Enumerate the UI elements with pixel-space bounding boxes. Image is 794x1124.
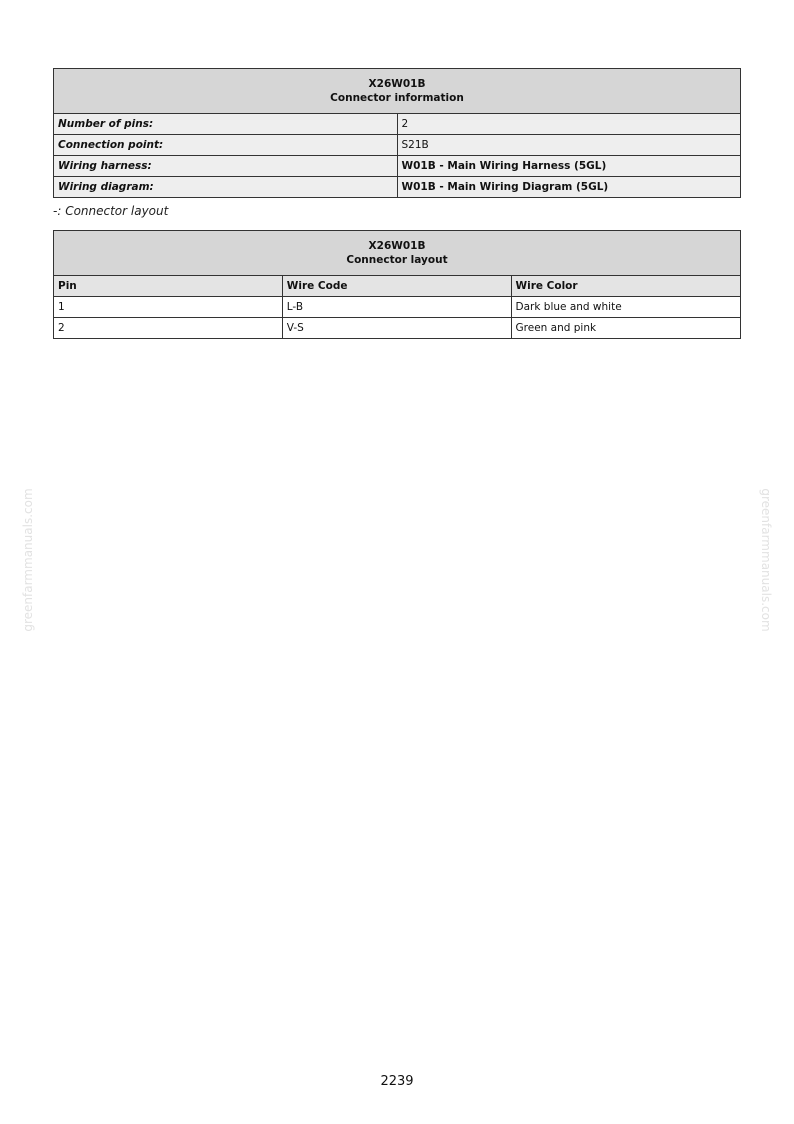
pin-cell: 2: [54, 318, 283, 339]
wire-color-cell: Dark blue and white: [511, 297, 740, 318]
info-value: S21B: [397, 135, 741, 156]
table-row: [54, 318, 741, 339]
connector-layout-table: [53, 230, 741, 339]
connector-id-title: X26W01B: [368, 78, 426, 90]
connector-information-table: [53, 68, 741, 198]
page-number: 2239: [380, 1074, 414, 1089]
info-value: W01B - Main Wiring Harness (5GL): [397, 156, 741, 177]
pin-cell: 1: [54, 297, 283, 318]
connector-layout-caption: -: Connector layout: [53, 204, 169, 218]
column-header-pin: Pin: [54, 276, 283, 297]
watermark-right: greenfarmmanuals.com: [759, 488, 773, 632]
wire-code-cell: V-S: [282, 318, 511, 339]
column-header-wire-code: Wire Code: [282, 276, 511, 297]
info-value: W01B - Main Wiring Diagram (5GL): [397, 177, 741, 198]
info-row-connection-point: [54, 135, 741, 156]
connector-id-title: X26W01B: [368, 240, 426, 252]
info-label: Connection point:: [54, 135, 398, 156]
table-row: [54, 297, 741, 318]
connector-information-header: [54, 69, 741, 114]
info-label: Number of pins:: [54, 114, 398, 135]
layout-column-headers: [54, 276, 741, 297]
connector-layout-header: [54, 231, 741, 276]
info-label: Wiring diagram:: [54, 177, 398, 198]
watermark-left: greenfarmmanuals.com: [21, 488, 35, 632]
wire-color-cell: Green and pink: [511, 318, 740, 339]
info-label: Wiring harness:: [54, 156, 398, 177]
info-value: 2: [397, 114, 741, 135]
info-row-pins: [54, 114, 741, 135]
connector-information-subtitle: Connector information: [330, 92, 464, 104]
info-row-wiring-harness: [54, 156, 741, 177]
column-header-wire-color: Wire Color: [511, 276, 740, 297]
wire-code-cell: L-B: [282, 297, 511, 318]
connector-layout-subtitle: Connector layout: [346, 254, 448, 266]
info-row-wiring-diagram: [54, 177, 741, 198]
